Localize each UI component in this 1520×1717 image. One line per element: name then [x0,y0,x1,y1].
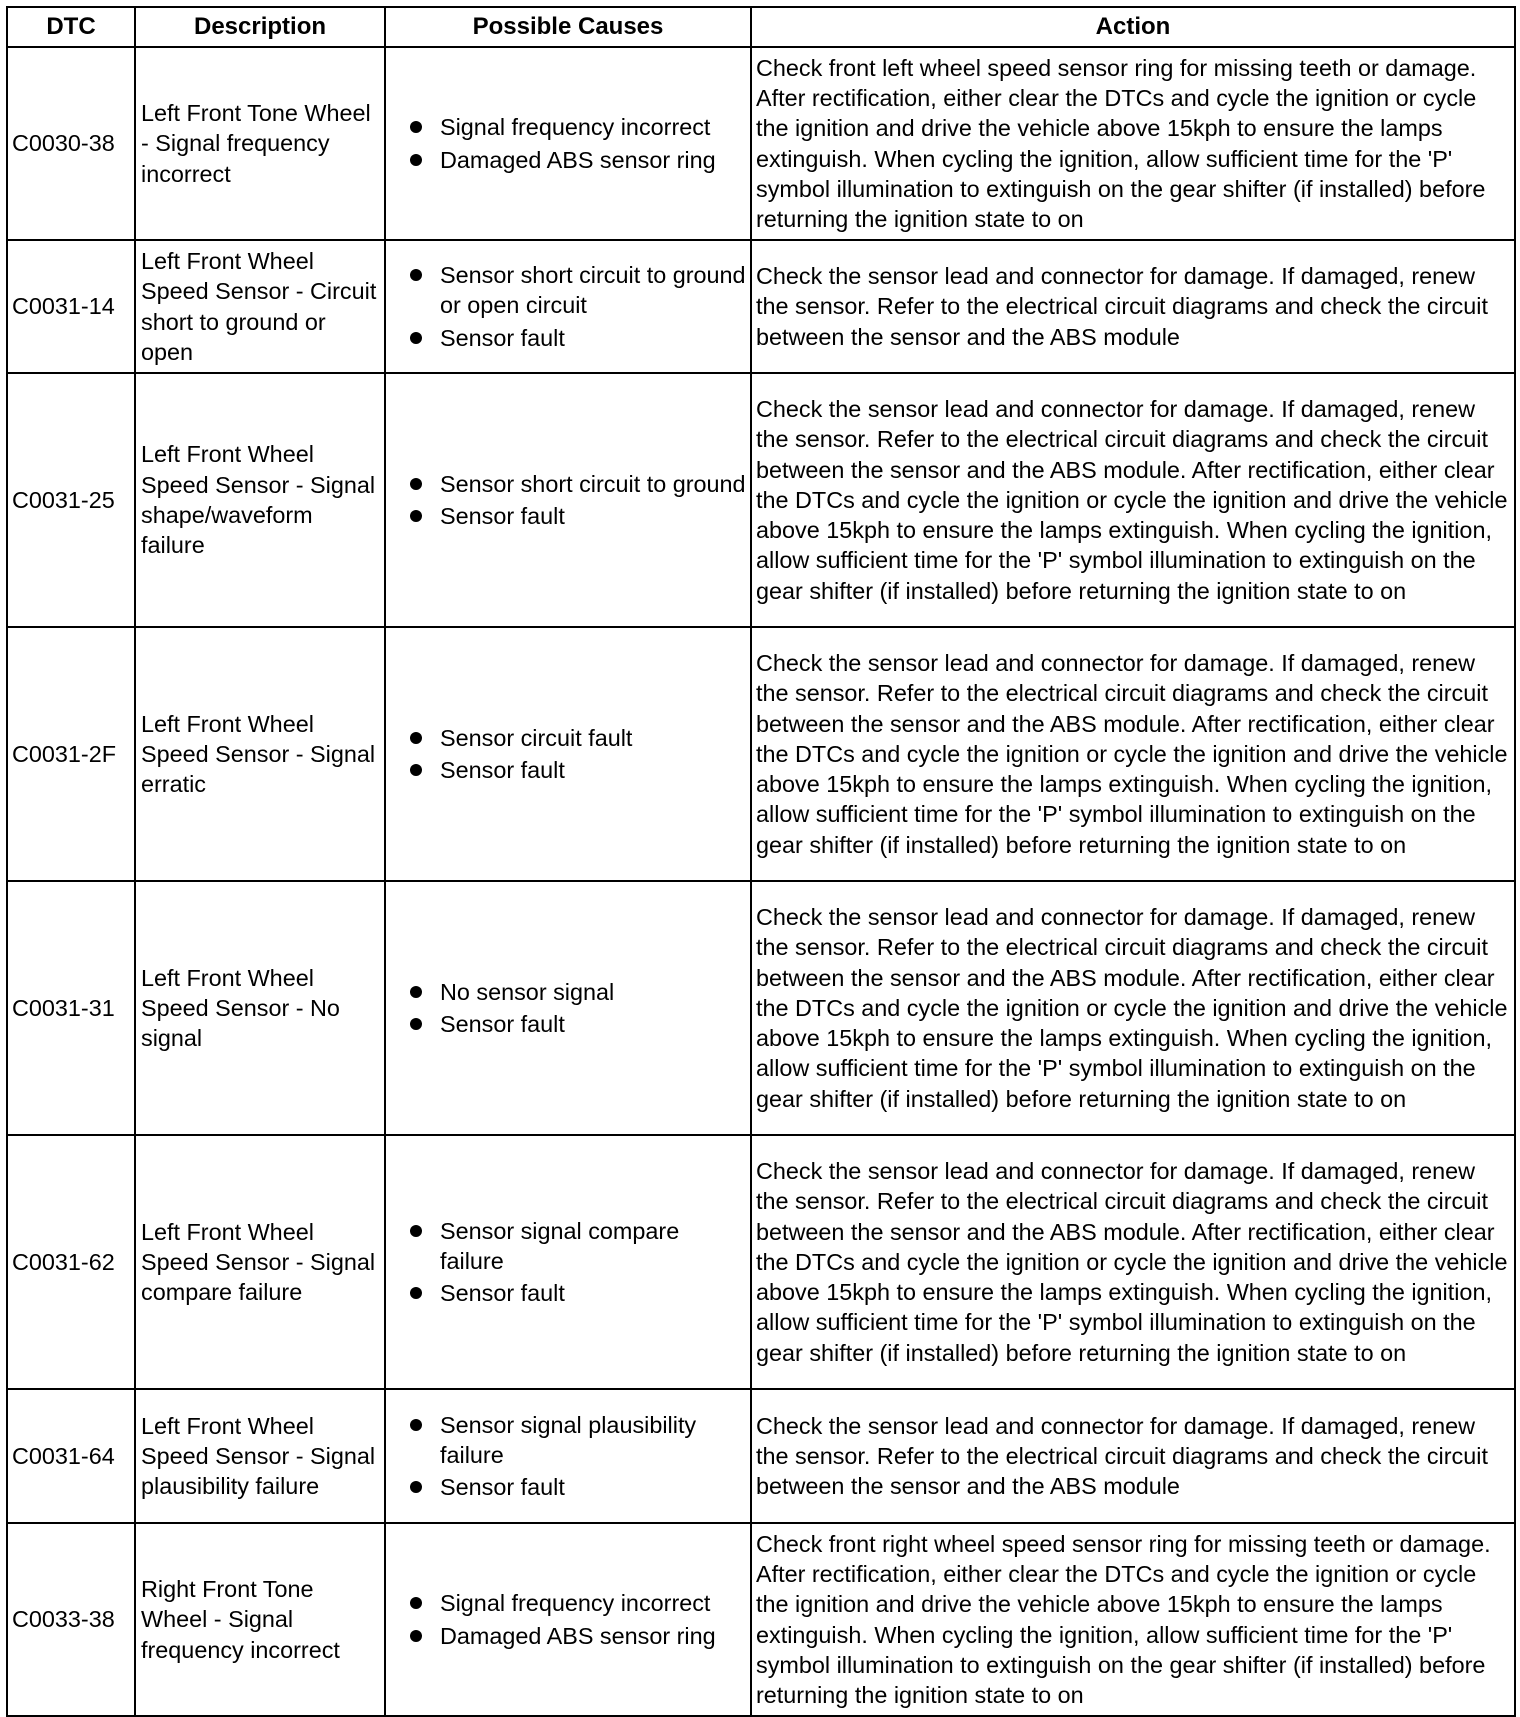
possible-causes [385,881,751,1135]
cause-item [410,755,746,785]
possible-causes [385,1389,751,1523]
cause-list [410,1588,746,1651]
cause-text: Sensor fault [440,1011,565,1037]
action-text: Check the sensor lead and connector for damage. If damaged, renew the sensor. Refer to the electrical circuit diagrams and check the circuit between the sensor and the ABS module [751,240,1515,373]
cause-item [410,1216,746,1277]
bullet-icon [410,154,422,166]
bullet-icon [410,269,422,281]
cause-text: Sensor signal compare failure [440,1217,680,1274]
action-text: Check the sensor lead and connector for damage. If damaged, renew the sensor. Refer to the electrical circuit diagrams and check the circuit between the sensor and the ABS module. After rectification, either clear the DTCs and cycle the ignition or cycle the ignition and drive the vehicle above 15kph to ensure the lamps extinguish. When cycling the ignition, allow sufficient time for the 'P' symbol illumination to extinguish on the gear shifter (if installed) before returning the ignition state to on [751,1135,1515,1389]
possible-causes [385,240,751,373]
dtc-code: C0033-38 [7,1523,135,1716]
cause-text: Sensor fault [440,1474,565,1501]
table-row [7,47,1515,240]
bullet-icon [410,732,422,744]
cause-text: Sensor fault [440,1280,565,1307]
possible-causes [385,627,751,881]
action-text: Check the sensor lead and connector for damage. If damaged, renew the sensor. Refer to the electrical circuit diagrams and check the circuit between the sensor and the ABS module. After rectification, either clear the DTCs and cycle the ignition or cycle the ignition and drive the vehicle above 15kph to ensure the lamps extinguish. When cycling the ignition, allow sufficient time for the 'P' symbol illumination to extinguish on the gear shifter (if installed) before returning the ignition state to on [751,881,1515,1135]
cause-text: Sensor fault [440,324,565,351]
bullet-icon [410,1597,422,1609]
table-row [7,881,1515,1135]
cause-item [410,1472,746,1502]
dtc-description: Left Front Wheel Speed Sensor - Circuit short to ground or open [135,240,385,373]
cause-list [410,469,746,532]
dtc-description: Left Front Wheel Speed Sensor - No signal [135,881,385,1135]
bullet-icon [410,1225,422,1237]
dtc-description: Left Front Wheel Speed Sensor - Signal erratic [135,627,385,881]
bullet-icon [410,121,422,133]
cause-list [410,977,746,1040]
bullet-icon [410,510,422,522]
table-row [7,1523,1515,1716]
action-text: Check the sensor lead and connector for damage. If damaged, renew the sensor. Refer to the electrical circuit diagrams and check the circuit between the sensor and the ABS module. After rectification, either clear the DTCs and cycle the ignition or cycle the ignition and drive the vehicle above 15kph to ensure the lamps extinguish. When cycling the ignition, allow sufficient time for the 'P' symbol illumination to extinguish on the gear shifter (if installed) before returning the ignition state to on [751,373,1515,627]
dtc-code: C0031-14 [7,240,135,373]
cause-text: Sensor short circuit to ground [440,470,746,497]
bullet-icon [410,478,422,490]
cause-list [410,260,746,353]
table-header-row [7,7,1515,47]
bullet-icon [410,1419,422,1431]
bullet-icon [410,1018,422,1030]
action-text: Check front right wheel speed sensor ring for missing teeth or damage. After rectification, either clear the DTCs and cycle the ignition or cycle the ignition and drive the vehicle above 15kph to ensure the lamps extinguish. When cycling the ignition, allow sufficient time for the 'P' symbol illumination to extinguish on the gear shifter (if installed) before returning the ignition state to on [751,1523,1515,1716]
cause-text: Damaged ABS sensor ring [440,146,716,173]
cause-item [410,501,746,531]
cause-item [410,1278,746,1308]
cause-list [410,1216,746,1309]
dtc-description: Left Front Tone Wheel - Signal frequency incorrect [135,47,385,240]
cause-item [410,1410,746,1471]
cause-item [410,977,746,1007]
dtc-code: C0031-62 [7,1135,135,1389]
dtc-description: Left Front Wheel Speed Sensor - Signal compare failure [135,1135,385,1389]
bullet-icon [410,986,422,998]
cause-list [410,1410,746,1503]
cause-item [410,1588,746,1618]
table-row [7,627,1515,881]
possible-causes [385,1135,751,1389]
bullet-icon [410,1481,422,1493]
possible-causes [385,373,751,627]
cause-text: No sensor signal [440,978,615,1005]
action-text: Check the sensor lead and connector for damage. If damaged, renew the sensor. Refer to the electrical circuit diagrams and check the circuit between the sensor and the ABS module. After rectification, either clear the DTCs and cycle the ignition or cycle the ignition and drive the vehicle above 15kph to ensure the lamps extinguish. When cycling the ignition, allow sufficient time for the 'P' symbol illumination to extinguish on the gear shifter (if installed) before returning the ignition state to on [751,627,1515,881]
cause-list [410,723,746,786]
bullet-icon [410,1287,422,1299]
cause-text: Signal frequency incorrect [440,114,711,141]
header-dtc: DTC [7,7,135,47]
cause-item [410,1009,746,1039]
dtc-code: C0031-25 [7,373,135,627]
table-row [7,240,1515,373]
cause-text: Damaged ABS sensor ring [440,1622,716,1649]
cause-text: Sensor short circuit to ground or open circuit [440,262,746,319]
possible-causes [385,47,751,240]
cause-list [410,112,746,175]
dtc-code: C0031-64 [7,1389,135,1523]
action-text: Check front left wheel speed sensor ring for missing teeth or damage. After rectification, either clear the DTCs and cycle the ignition or cycle the ignition and drive the vehicle above 15kph to ensure the lamps extinguish. When cycling the ignition, allow sufficient time for the 'P' symbol illumination to extinguish on the gear shifter (if installed) before returning the ignition state to on [751,47,1515,240]
cause-item [410,323,746,353]
cause-text: Sensor circuit fault [440,724,633,751]
dtc-table-container [6,6,1516,1717]
dtc-code: C0031-31 [7,881,135,1135]
table-row [7,373,1515,627]
possible-causes [385,1523,751,1716]
cause-text: Sensor fault [440,757,565,783]
header-possible-causes: Possible Causes [385,7,751,47]
header-description: Description [135,7,385,47]
cause-item [410,723,746,753]
bullet-icon [410,1630,422,1642]
table-row [7,1389,1515,1523]
dtc-description: Left Front Wheel Speed Sensor - Signal shape/waveform failure [135,373,385,627]
cause-text: Sensor signal plausibility failure [440,1411,697,1468]
cause-text: Sensor fault [440,503,565,529]
cause-item [410,469,746,499]
action-text: Check the sensor lead and connector for damage. If damaged, renew the sensor. Refer to the electrical circuit diagrams and check the circuit between the sensor and the ABS module [751,1389,1515,1523]
dtc-table [6,6,1516,1717]
dtc-description: Left Front Wheel Speed Sensor - Signal plausibility failure [135,1389,385,1523]
bullet-icon [410,332,422,344]
bullet-icon [410,764,422,776]
cause-item [410,1621,746,1651]
cause-text: Signal frequency incorrect [440,1590,711,1617]
dtc-description: Right Front Tone Wheel - Signal frequency incorrect [135,1523,385,1716]
cause-item [410,145,746,175]
dtc-code: C0031-2F [7,627,135,881]
cause-item [410,260,746,321]
cause-item [410,112,746,142]
table-row [7,1135,1515,1389]
header-action: Action [751,7,1515,47]
dtc-code: C0030-38 [7,47,135,240]
